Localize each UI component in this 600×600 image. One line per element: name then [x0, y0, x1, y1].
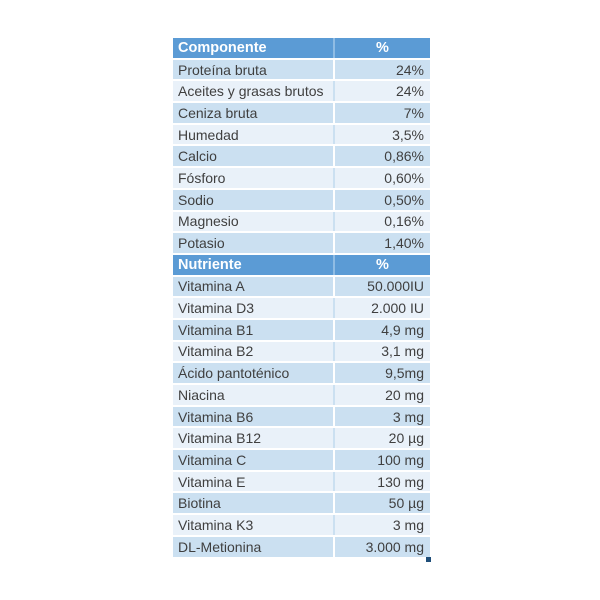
- value-cell[interactable]: 4,9 mg: [333, 320, 430, 340]
- table-row: [173, 190, 430, 212]
- table-row: [173, 298, 430, 320]
- table-row: [173, 125, 430, 147]
- value-cell[interactable]: 0,50%: [333, 190, 430, 210]
- table-row: [173, 168, 430, 190]
- component-cell[interactable]: Vitamina B1: [178, 321, 254, 338]
- header-label-cell[interactable]: Componente: [178, 39, 267, 56]
- component-cell[interactable]: Proteína bruta: [178, 61, 267, 78]
- table-row: [173, 233, 430, 255]
- value-cell[interactable]: 0,60%: [333, 168, 430, 188]
- table-row: [173, 385, 430, 407]
- table-row: [173, 342, 430, 364]
- table-row: [173, 493, 430, 515]
- component-cell[interactable]: Humedad: [178, 126, 239, 143]
- component-cell[interactable]: Vitamina B2: [178, 343, 254, 360]
- component-cell[interactable]: Fósforo: [178, 169, 226, 186]
- table-row: [173, 363, 430, 385]
- component-cell[interactable]: Vitamina K3: [178, 516, 254, 533]
- table-row: [173, 472, 430, 494]
- component-cell[interactable]: Vitamina B12: [178, 430, 262, 447]
- table-row: [173, 428, 430, 450]
- value-cell[interactable]: 0,86%: [333, 146, 430, 166]
- value-cell[interactable]: 50 µg: [333, 493, 430, 513]
- value-cell[interactable]: 50.000IU: [333, 277, 430, 297]
- table-row: [173, 407, 430, 429]
- nutrition-table: [173, 38, 430, 559]
- table-row: [173, 450, 430, 472]
- component-cell[interactable]: Ceniza bruta: [178, 104, 258, 121]
- value-cell[interactable]: 24%: [333, 81, 430, 101]
- table-row: [173, 320, 430, 342]
- value-cell[interactable]: 0,16%: [333, 212, 430, 232]
- section-header-row: [173, 255, 430, 277]
- component-cell[interactable]: Biotina: [178, 495, 221, 512]
- component-cell[interactable]: Sodio: [178, 191, 214, 208]
- component-cell[interactable]: Ácido pantoténico: [178, 365, 290, 382]
- value-cell[interactable]: 2.000 IU: [333, 298, 430, 318]
- header-label-cell[interactable]: Nutriente: [178, 256, 242, 273]
- value-cell[interactable]: 24%: [333, 60, 430, 80]
- component-cell[interactable]: Vitamina C: [178, 451, 247, 468]
- component-cell[interactable]: Aceites y grasas brutos: [178, 83, 324, 100]
- table-row: [173, 537, 430, 559]
- selection-fill-handle[interactable]: [426, 557, 431, 562]
- section-header-row: [173, 38, 430, 60]
- table-row: [173, 60, 430, 82]
- value-cell[interactable]: 3 mg: [333, 515, 430, 535]
- value-cell[interactable]: 3.000 mg: [333, 537, 430, 557]
- component-cell[interactable]: Vitamina E: [178, 473, 246, 490]
- component-cell[interactable]: Niacina: [178, 386, 225, 403]
- table-row: [173, 146, 430, 168]
- component-cell[interactable]: Vitamina A: [178, 278, 245, 295]
- value-cell[interactable]: 3,1 mg: [333, 342, 430, 362]
- value-cell[interactable]: 3,5%: [333, 125, 430, 145]
- value-cell[interactable]: 20 µg: [333, 428, 430, 448]
- table-row: [173, 212, 430, 234]
- component-cell[interactable]: DL-Metionina: [178, 538, 262, 555]
- value-cell[interactable]: 9,5mg: [333, 363, 430, 383]
- table-row: [173, 81, 430, 103]
- component-cell[interactable]: Calcio: [178, 148, 217, 165]
- value-cell[interactable]: 130 mg: [333, 472, 430, 492]
- table-row: [173, 103, 430, 125]
- header-value-cell[interactable]: %: [333, 255, 430, 275]
- value-cell[interactable]: 7%: [333, 103, 430, 123]
- value-cell[interactable]: 20 mg: [333, 385, 430, 405]
- header-value-cell[interactable]: %: [333, 38, 430, 58]
- component-cell[interactable]: Vitamina D3: [178, 300, 255, 317]
- value-cell[interactable]: 3 mg: [333, 407, 430, 427]
- table-row: [173, 515, 430, 537]
- component-cell[interactable]: Potasio: [178, 235, 225, 252]
- component-cell[interactable]: Vitamina B6: [178, 408, 254, 425]
- table-row: [173, 277, 430, 299]
- value-cell[interactable]: 100 mg: [333, 450, 430, 470]
- value-cell[interactable]: 1,40%: [333, 233, 430, 253]
- component-cell[interactable]: Magnesio: [178, 213, 239, 230]
